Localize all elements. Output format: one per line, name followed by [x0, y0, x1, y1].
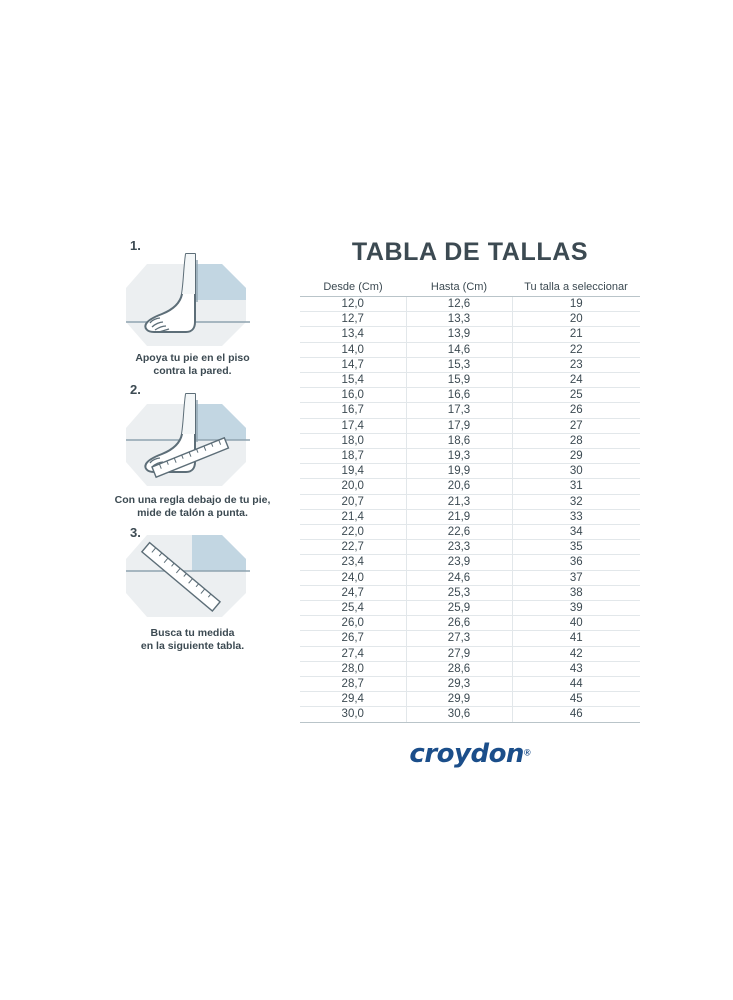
table-row [300, 403, 640, 418]
cell-talla: 46 [512, 707, 640, 722]
cell-desde: 13,4 [300, 327, 406, 342]
cell-desde: 28,7 [300, 677, 406, 692]
cell-talla: 41 [512, 631, 640, 646]
cell-desde: 12,0 [300, 297, 406, 312]
table-row [300, 327, 640, 342]
cell-talla: 29 [512, 449, 640, 464]
table-row [300, 479, 640, 494]
cell-desde: 19,4 [300, 464, 406, 479]
cell-talla: 35 [512, 540, 640, 555]
cell-talla: 28 [512, 433, 640, 448]
page-title: TABLA DE TALLAS [351, 238, 589, 266]
table-row [300, 418, 640, 433]
cell-talla: 25 [512, 388, 640, 403]
step-3-caption-line1: Busca tu medida [150, 626, 235, 639]
cell-hasta: 14,6 [406, 342, 512, 357]
cell-hasta: 17,3 [406, 403, 512, 418]
table-row [300, 449, 640, 464]
cell-hasta: 23,9 [406, 555, 512, 570]
cell-hasta: 19,3 [406, 449, 512, 464]
cell-talla: 30 [512, 464, 640, 479]
brand-logo [300, 739, 640, 769]
step-3-caption-line2: en la siguiente tabla. [140, 639, 245, 652]
cell-talla: 40 [512, 616, 640, 631]
cell-talla: 27 [512, 418, 640, 433]
table-body [300, 297, 640, 723]
cell-desde: 29,4 [300, 692, 406, 707]
cell-desde: 16,7 [300, 403, 406, 418]
cell-hasta: 27,3 [406, 631, 512, 646]
table-row [300, 373, 640, 388]
cell-talla: 45 [512, 692, 640, 707]
cell-desde: 25,4 [300, 601, 406, 616]
cell-talla: 32 [512, 494, 640, 509]
step-2-caption-line1: Con una regla debajo de tu pie, [114, 494, 271, 507]
step-1-caption-line2: contra la pared. [153, 365, 232, 378]
cell-talla: 38 [512, 585, 640, 600]
cell-desde: 12,7 [300, 312, 406, 327]
cell-desde: 14,0 [300, 342, 406, 357]
column-header-desde: Desde (Cm) [300, 279, 406, 297]
column-header-talla: Tu talla a seleccionar [512, 279, 640, 297]
step-3-number: 3. [130, 524, 141, 540]
cell-hasta: 19,9 [406, 464, 512, 479]
ruler-measure-icon [100, 525, 285, 625]
cell-hasta: 18,6 [406, 433, 512, 448]
table-row [300, 661, 640, 676]
cell-talla: 21 [512, 327, 640, 342]
cell-talla: 23 [512, 357, 640, 372]
cell-desde: 26,7 [300, 631, 406, 646]
table-row [300, 297, 640, 312]
cell-hasta: 13,9 [406, 327, 512, 342]
table-row [300, 342, 640, 357]
cell-desde: 18,7 [300, 449, 406, 464]
cell-desde: 16,0 [300, 388, 406, 403]
cell-talla: 44 [512, 677, 640, 692]
table-row [300, 677, 640, 692]
cell-hasta: 16,6 [406, 388, 512, 403]
table-row [300, 616, 640, 631]
instruction-step-3 [100, 525, 285, 653]
instruction-step-2 [100, 382, 285, 520]
cell-hasta: 15,9 [406, 373, 512, 388]
cell-desde: 22,0 [300, 525, 406, 540]
table-row [300, 525, 640, 540]
cell-talla: 31 [512, 479, 640, 494]
cell-talla: 39 [512, 601, 640, 616]
step-3-caption [100, 627, 285, 653]
cell-talla: 43 [512, 661, 640, 676]
cell-desde: 30,0 [300, 707, 406, 722]
cell-desde: 24,7 [300, 585, 406, 600]
cell-desde: 14,7 [300, 357, 406, 372]
foot-against-wall-icon [100, 238, 285, 350]
step-2-caption [100, 494, 285, 520]
cell-hasta: 23,3 [406, 540, 512, 555]
step-2-caption-line2: mide de talón a punta. [137, 507, 248, 520]
table-row [300, 555, 640, 570]
cell-talla: 34 [512, 525, 640, 540]
table-row [300, 601, 640, 616]
table-row [300, 585, 640, 600]
cell-hasta: 30,6 [406, 707, 512, 722]
step-2-number: 2. [130, 382, 141, 398]
cell-hasta: 28,6 [406, 661, 512, 676]
table-row [300, 388, 640, 403]
cell-talla: 19 [512, 297, 640, 312]
cell-hasta: 12,6 [406, 297, 512, 312]
size-table-column [300, 238, 640, 769]
cell-talla: 22 [512, 342, 640, 357]
table-row [300, 692, 640, 707]
cell-desde: 26,0 [300, 616, 406, 631]
document-content [100, 238, 640, 768]
cell-talla: 20 [512, 312, 640, 327]
cell-hasta: 21,9 [406, 509, 512, 524]
cell-desde: 27,4 [300, 646, 406, 661]
step-1-caption [100, 352, 285, 378]
brand-registered-mark: ® [523, 747, 531, 758]
cell-desde: 23,4 [300, 555, 406, 570]
table-row [300, 312, 640, 327]
cell-desde: 20,0 [300, 479, 406, 494]
step-1-caption-line1: Apoya tu pie en el piso [135, 352, 250, 364]
cell-desde: 22,7 [300, 540, 406, 555]
cell-hasta: 29,9 [406, 692, 512, 707]
table-row [300, 357, 640, 372]
cell-hasta: 15,3 [406, 357, 512, 372]
table-row [300, 707, 640, 722]
cell-talla: 36 [512, 555, 640, 570]
cell-desde: 18,0 [300, 433, 406, 448]
cell-hasta: 27,9 [406, 646, 512, 661]
cell-desde: 21,4 [300, 509, 406, 524]
cell-talla: 24 [512, 373, 640, 388]
table-row [300, 631, 640, 646]
cell-hasta: 29,3 [406, 677, 512, 692]
cell-hasta: 13,3 [406, 312, 512, 327]
table-row [300, 540, 640, 555]
table-row [300, 509, 640, 524]
cell-talla: 42 [512, 646, 640, 661]
cell-hasta: 24,6 [406, 570, 512, 585]
foot-with-ruler-icon [100, 382, 285, 492]
table-row [300, 433, 640, 448]
size-table [300, 279, 640, 723]
instructions-column [100, 238, 285, 657]
cell-talla: 37 [512, 570, 640, 585]
cell-desde: 20,7 [300, 494, 406, 509]
cell-desde: 17,4 [300, 418, 406, 433]
table-row [300, 570, 640, 585]
table-row [300, 646, 640, 661]
brand-name: croydon [409, 738, 524, 769]
cell-desde: 15,4 [300, 373, 406, 388]
table-row [300, 494, 640, 509]
cell-hasta: 22,6 [406, 525, 512, 540]
column-header-hasta: Hasta (Cm) [406, 279, 512, 297]
cell-hasta: 25,3 [406, 585, 512, 600]
table-row [300, 464, 640, 479]
cell-hasta: 26,6 [406, 616, 512, 631]
table-header-row [300, 279, 640, 297]
cell-talla: 33 [512, 509, 640, 524]
cell-desde: 28,0 [300, 661, 406, 676]
cell-talla: 26 [512, 403, 640, 418]
cell-hasta: 20,6 [406, 479, 512, 494]
instruction-step-1 [100, 238, 285, 378]
step-1-number: 1. [130, 238, 141, 253]
cell-hasta: 25,9 [406, 601, 512, 616]
cell-hasta: 21,3 [406, 494, 512, 509]
cell-desde: 24,0 [300, 570, 406, 585]
cell-hasta: 17,9 [406, 418, 512, 433]
